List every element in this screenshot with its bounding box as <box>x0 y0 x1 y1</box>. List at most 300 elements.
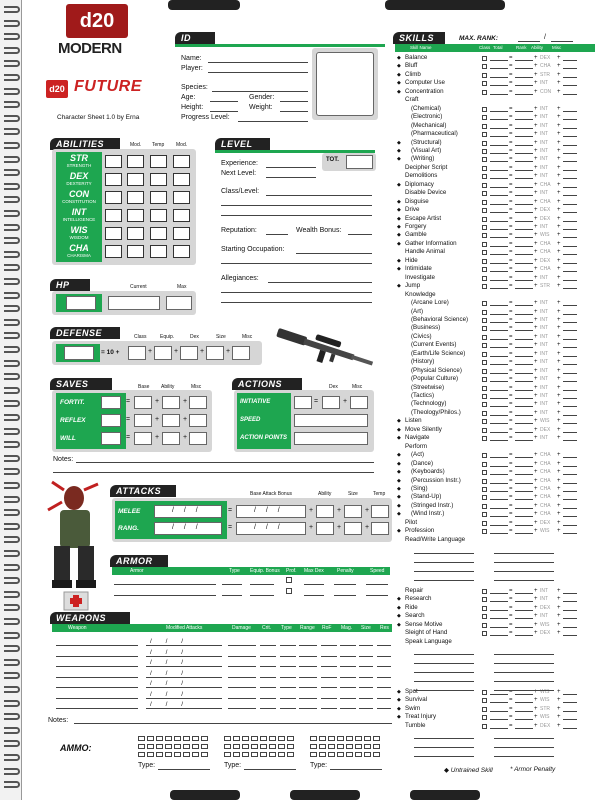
defense-class-box[interactable] <box>128 346 146 360</box>
ability-mod-int[interactable] <box>127 209 144 222</box>
weapon-damage-field[interactable] <box>228 656 256 657</box>
skill-rank-field[interactable] <box>515 119 533 120</box>
ammo-box[interactable] <box>346 752 353 757</box>
skill-class-checkbox[interactable] <box>482 529 487 534</box>
skill-class-checkbox[interactable] <box>482 589 487 594</box>
weapon-mag-field[interactable] <box>340 708 356 709</box>
skill-total-field[interactable] <box>490 170 508 171</box>
skill-total-field[interactable] <box>490 212 508 213</box>
speak-language-field[interactable] <box>414 690 474 691</box>
skill-class-checkbox[interactable] <box>482 318 487 323</box>
weapon-mag-field[interactable] <box>340 645 356 646</box>
skill-class-checkbox[interactable] <box>482 335 487 340</box>
weapon-res-field[interactable] <box>377 656 391 657</box>
skill-class-checkbox[interactable] <box>482 436 487 441</box>
skill-class-checkbox[interactable] <box>482 698 487 703</box>
weapon-type-field[interactable] <box>280 677 296 678</box>
skill-rank-field[interactable] <box>515 204 533 205</box>
skill-rank-field[interactable] <box>515 330 533 331</box>
defense-size-box[interactable] <box>206 346 224 360</box>
armor-maxdex-field[interactable] <box>304 595 324 596</box>
weapon-size-field[interactable] <box>359 645 373 646</box>
ammo-box[interactable] <box>364 752 371 757</box>
weapon-size-field[interactable] <box>359 656 373 657</box>
skill-misc-field[interactable] <box>563 398 577 399</box>
skill-class-checkbox[interactable] <box>482 225 487 230</box>
armor-type-field[interactable] <box>222 595 242 596</box>
skill-total-field[interactable] <box>490 390 508 391</box>
skill-rank-field[interactable] <box>515 516 533 517</box>
armor-prof-check[interactable] <box>286 577 292 583</box>
ammo-box[interactable] <box>269 744 276 749</box>
skill-misc-field[interactable] <box>563 280 577 281</box>
ammo-box[interactable] <box>138 744 145 749</box>
weapon-size-field[interactable] <box>359 687 373 688</box>
weapon-rof-field[interactable] <box>321 656 337 657</box>
skill-rank-field[interactable] <box>515 601 533 602</box>
extra-skill-field[interactable] <box>494 756 554 757</box>
skill-rank-field[interactable] <box>515 390 533 391</box>
save-misc-0[interactable] <box>189 396 207 409</box>
weapon-damage-field[interactable] <box>228 698 256 699</box>
skill-total-field[interactable] <box>490 111 508 112</box>
skill-rank-field[interactable] <box>515 474 533 475</box>
skill-class-checkbox[interactable] <box>482 107 487 112</box>
attack-ability-0[interactable] <box>316 505 334 518</box>
skill-rank-field[interactable] <box>515 212 533 213</box>
weapon-res-field[interactable] <box>377 687 391 688</box>
ammo-box[interactable] <box>192 736 199 741</box>
weapon-damage-field[interactable] <box>228 687 256 688</box>
ammo-box[interactable] <box>269 736 276 741</box>
portrait-box[interactable] <box>316 52 374 116</box>
save-ability-1[interactable] <box>162 414 180 427</box>
weapon-mag-field[interactable] <box>340 687 356 688</box>
extra-skill-field[interactable] <box>414 738 474 739</box>
skill-rank-field[interactable] <box>515 610 533 611</box>
ammo-box[interactable] <box>201 736 208 741</box>
extra-skill-field[interactable] <box>414 747 474 748</box>
ammo-box[interactable] <box>242 744 249 749</box>
save-ability-2[interactable] <box>162 432 180 445</box>
skill-rank-field[interactable] <box>515 271 533 272</box>
skill-total-field[interactable] <box>490 195 508 196</box>
weapon-type-field[interactable] <box>280 656 296 657</box>
experience-field[interactable] <box>266 167 316 168</box>
read-write-language-field[interactable] <box>494 580 554 581</box>
skill-rank-field[interactable] <box>515 221 533 222</box>
weapon-crit-field[interactable] <box>260 687 276 688</box>
skill-total-field[interactable] <box>490 237 508 238</box>
weapon-range-field[interactable] <box>299 656 317 657</box>
skill-misc-field[interactable] <box>563 212 577 213</box>
speak-language-field[interactable] <box>494 672 554 673</box>
save-total-1[interactable] <box>101 414 121 427</box>
skill-total-field[interactable] <box>490 322 508 323</box>
skill-total-field[interactable] <box>490 60 508 61</box>
ammo-box[interactable] <box>355 736 362 741</box>
skill-total-field[interactable] <box>490 432 508 433</box>
skill-misc-field[interactable] <box>563 119 577 120</box>
skill-rank-field[interactable] <box>515 246 533 247</box>
skill-total-field[interactable] <box>490 415 508 416</box>
skill-rank-field[interactable] <box>515 195 533 196</box>
weapon-name-field[interactable] <box>56 656 138 657</box>
defense-total-box[interactable] <box>64 346 94 360</box>
speak-language-field[interactable] <box>414 672 474 673</box>
ammo-box[interactable] <box>233 752 240 757</box>
defense-dex-box[interactable] <box>180 346 198 360</box>
skill-class-checkbox[interactable] <box>482 521 487 526</box>
skill-total-field[interactable] <box>490 508 508 509</box>
skill-total-field[interactable] <box>490 204 508 205</box>
weapon-name-field[interactable] <box>56 698 138 699</box>
speak-language-field[interactable] <box>414 654 474 655</box>
skill-class-checkbox[interactable] <box>482 242 487 247</box>
skill-rank-field[interactable] <box>515 60 533 61</box>
skill-misc-field[interactable] <box>563 221 577 222</box>
skill-total-field[interactable] <box>490 221 508 222</box>
skill-total-field[interactable] <box>490 533 508 534</box>
ammo-box[interactable] <box>201 744 208 749</box>
skill-class-checkbox[interactable] <box>482 724 487 729</box>
skill-total-field[interactable] <box>490 347 508 348</box>
skill-class-checkbox[interactable] <box>482 631 487 636</box>
ability-temp-dex[interactable] <box>150 173 167 186</box>
weapon-damage-field[interactable] <box>228 666 256 667</box>
skill-misc-field[interactable] <box>563 533 577 534</box>
skill-misc-field[interactable] <box>563 364 577 365</box>
ammo-box[interactable] <box>328 744 335 749</box>
attack-temp-0[interactable] <box>371 505 389 518</box>
action-value-2[interactable] <box>294 432 368 445</box>
ability-temp-str[interactable] <box>150 155 167 168</box>
skill-total-field[interactable] <box>490 466 508 467</box>
ability-tempmod-wis[interactable] <box>173 227 190 240</box>
skill-total-field[interactable] <box>490 398 508 399</box>
weapon-rof-field[interactable] <box>321 698 337 699</box>
skill-class-checkbox[interactable] <box>482 81 487 86</box>
ammo-box[interactable] <box>287 752 294 757</box>
skill-rank-field[interactable] <box>515 178 533 179</box>
skill-misc-field[interactable] <box>563 187 577 188</box>
skill-class-checkbox[interactable] <box>482 428 487 433</box>
skill-misc-field[interactable] <box>563 702 577 703</box>
skill-misc-field[interactable] <box>563 719 577 720</box>
skill-rank-field[interactable] <box>515 254 533 255</box>
skill-rank-field[interactable] <box>515 483 533 484</box>
ability-score-dex[interactable] <box>105 173 122 186</box>
weapon-type-field[interactable] <box>280 687 296 688</box>
armor-equip-field[interactable] <box>250 584 274 585</box>
skill-rank-field[interactable] <box>515 237 533 238</box>
skill-class-checkbox[interactable] <box>482 690 487 695</box>
weapon-size-field[interactable] <box>359 708 373 709</box>
ammo-box[interactable] <box>355 752 362 757</box>
ammo-box[interactable] <box>319 752 326 757</box>
ammo-box[interactable] <box>251 736 258 741</box>
skill-class-checkbox[interactable] <box>482 73 487 78</box>
age-field[interactable] <box>210 101 238 102</box>
skill-misc-field[interactable] <box>563 508 577 509</box>
armor-speed-field[interactable] <box>366 595 388 596</box>
speak-language-field[interactable] <box>414 663 474 664</box>
weapon-res-field[interactable] <box>377 708 391 709</box>
skill-total-field[interactable] <box>490 85 508 86</box>
initiative-misc[interactable] <box>350 396 368 409</box>
weapon-attack-field[interactable] <box>146 677 222 678</box>
speak-language-field[interactable] <box>494 681 554 682</box>
skill-class-checkbox[interactable] <box>482 183 487 188</box>
skill-rank-field[interactable] <box>515 145 533 146</box>
extra-skill-field[interactable] <box>494 738 554 739</box>
skill-total-field[interactable] <box>490 525 508 526</box>
class-level-field-2[interactable] <box>221 205 372 206</box>
ammo-box[interactable] <box>224 736 231 741</box>
skill-total-field[interactable] <box>490 288 508 289</box>
weapon-mag-field[interactable] <box>340 677 356 678</box>
read-write-language-field[interactable] <box>414 571 474 572</box>
weight-field[interactable] <box>280 111 308 112</box>
armor-speed-field[interactable] <box>366 584 388 585</box>
starting-occupation-field-2[interactable] <box>221 263 372 264</box>
skill-total-field[interactable] <box>490 423 508 424</box>
ammo-box[interactable] <box>183 752 190 757</box>
skill-total-field[interactable] <box>490 271 508 272</box>
weapon-res-field[interactable] <box>377 698 391 699</box>
weapon-attack-field[interactable] <box>146 708 222 709</box>
weapon-crit-field[interactable] <box>260 677 276 678</box>
skill-total-field[interactable] <box>490 457 508 458</box>
ability-mod-con[interactable] <box>127 191 144 204</box>
weapon-crit-field[interactable] <box>260 698 276 699</box>
hp-max-box[interactable] <box>166 296 192 310</box>
hp-total-box[interactable] <box>66 296 96 310</box>
next-level-field[interactable] <box>266 177 316 178</box>
skill-rank-field[interactable] <box>515 618 533 619</box>
weapon-mag-field[interactable] <box>340 656 356 657</box>
skill-class-checkbox[interactable] <box>482 495 487 500</box>
weapon-damage-field[interactable] <box>228 677 256 678</box>
skill-total-field[interactable] <box>490 440 508 441</box>
ammo-box[interactable] <box>192 744 199 749</box>
skill-misc-field[interactable] <box>563 483 577 484</box>
ammo-box[interactable] <box>278 736 285 741</box>
notes2-field[interactable] <box>74 723 392 724</box>
progress-level-field[interactable] <box>238 121 308 122</box>
weapon-damage-field[interactable] <box>228 645 256 646</box>
skill-misc-field[interactable] <box>563 305 577 306</box>
skill-misc-field[interactable] <box>563 170 577 171</box>
skill-total-field[interactable] <box>490 254 508 255</box>
skill-misc-field[interactable] <box>563 406 577 407</box>
weapon-type-field[interactable] <box>280 645 296 646</box>
speak-language-field[interactable] <box>494 654 554 655</box>
skill-class-checkbox[interactable] <box>482 64 487 69</box>
weapon-range-field[interactable] <box>299 645 317 646</box>
skill-total-field[interactable] <box>490 593 508 594</box>
skill-rank-field[interactable] <box>515 415 533 416</box>
skill-misc-field[interactable] <box>563 246 577 247</box>
skill-class-checkbox[interactable] <box>482 504 487 509</box>
skill-class-checkbox[interactable] <box>482 149 487 154</box>
skill-rank-field[interactable] <box>515 161 533 162</box>
action-value-1[interactable] <box>294 414 368 427</box>
initiative-total[interactable] <box>294 396 312 409</box>
armor-penalty-field[interactable] <box>334 584 356 585</box>
class-level-field-1[interactable] <box>266 195 372 196</box>
skill-total-field[interactable] <box>490 339 508 340</box>
save-misc-2[interactable] <box>189 432 207 445</box>
skill-class-checkbox[interactable] <box>482 614 487 619</box>
weapon-damage-field[interactable] <box>228 708 256 709</box>
weapon-rof-field[interactable] <box>321 687 337 688</box>
read-write-language-field[interactable] <box>414 562 474 563</box>
reputation-field[interactable] <box>266 234 288 235</box>
skill-class-checkbox[interactable] <box>482 411 487 416</box>
ability-tempmod-str[interactable] <box>173 155 190 168</box>
skill-total-field[interactable] <box>490 516 508 517</box>
skill-misc-field[interactable] <box>563 178 577 179</box>
skill-class-checkbox[interactable] <box>482 115 487 120</box>
skill-rank-field[interactable] <box>515 288 533 289</box>
skill-total-field[interactable] <box>490 373 508 374</box>
skill-rank-field[interactable] <box>515 466 533 467</box>
skill-total-field[interactable] <box>490 694 508 695</box>
hp-current-box[interactable] <box>108 296 160 310</box>
ammo-box[interactable] <box>183 744 190 749</box>
skill-class-checkbox[interactable] <box>482 470 487 475</box>
armor-penalty-field[interactable] <box>334 595 356 596</box>
skill-misc-field[interactable] <box>563 432 577 433</box>
ammo-box[interactable] <box>355 744 362 749</box>
weapon-rof-field[interactable] <box>321 666 337 667</box>
ammo-box[interactable] <box>201 752 208 757</box>
class-level-field-3[interactable] <box>221 215 372 216</box>
skill-misc-field[interactable] <box>563 356 577 357</box>
skill-misc-field[interactable] <box>563 60 577 61</box>
skill-misc-field[interactable] <box>563 423 577 424</box>
skill-rank-field[interactable] <box>515 508 533 509</box>
skill-total-field[interactable] <box>490 128 508 129</box>
skill-misc-field[interactable] <box>563 516 577 517</box>
skill-class-checkbox[interactable] <box>482 166 487 171</box>
weapon-crit-field[interactable] <box>260 708 276 709</box>
skill-total-field[interactable] <box>490 246 508 247</box>
skill-misc-field[interactable] <box>563 161 577 162</box>
skill-rank-field[interactable] <box>515 373 533 374</box>
skill-rank-field[interactable] <box>515 356 533 357</box>
weapon-size-field[interactable] <box>359 698 373 699</box>
skill-class-checkbox[interactable] <box>482 217 487 222</box>
weapon-size-field[interactable] <box>359 677 373 678</box>
ammo-box[interactable] <box>364 744 371 749</box>
skill-rank-field[interactable] <box>515 525 533 526</box>
skill-misc-field[interactable] <box>563 711 577 712</box>
skill-misc-field[interactable] <box>563 457 577 458</box>
skill-total-field[interactable] <box>490 153 508 154</box>
skill-rank-field[interactable] <box>515 533 533 534</box>
save-total-0[interactable] <box>101 396 121 409</box>
skill-total-field[interactable] <box>490 280 508 281</box>
skill-rank-field[interactable] <box>515 128 533 129</box>
skill-class-checkbox[interactable] <box>482 343 487 348</box>
ability-temp-con[interactable] <box>150 191 167 204</box>
skill-misc-field[interactable] <box>563 440 577 441</box>
player-field[interactable] <box>208 72 308 73</box>
weapon-range-field[interactable] <box>299 698 317 699</box>
skill-total-field[interactable] <box>490 719 508 720</box>
read-write-language-field[interactable] <box>494 553 554 554</box>
skill-class-checkbox[interactable] <box>482 132 487 137</box>
ammo-box[interactable] <box>364 736 371 741</box>
speak-language-field[interactable] <box>494 690 554 691</box>
skill-total-field[interactable] <box>490 610 508 611</box>
weapon-rof-field[interactable] <box>321 708 337 709</box>
skill-total-field[interactable] <box>490 702 508 703</box>
skill-class-checkbox[interactable] <box>482 453 487 458</box>
skill-total-field[interactable] <box>490 618 508 619</box>
ability-temp-cha[interactable] <box>150 245 167 258</box>
ammo-box[interactable] <box>373 736 380 741</box>
skill-misc-field[interactable] <box>563 373 577 374</box>
ammo-box[interactable] <box>192 752 199 757</box>
ammo-type-field[interactable] <box>330 769 382 770</box>
weapon-type-field[interactable] <box>280 708 296 709</box>
skill-rank-field[interactable] <box>515 635 533 636</box>
save-base-0[interactable] <box>134 396 152 409</box>
skill-rank-field[interactable] <box>515 593 533 594</box>
height-field[interactable] <box>210 111 238 112</box>
ammo-box[interactable] <box>346 736 353 741</box>
skill-total-field[interactable] <box>490 635 508 636</box>
ammo-box[interactable] <box>165 736 172 741</box>
skill-class-checkbox[interactable] <box>482 623 487 628</box>
skill-rank-field[interactable] <box>515 627 533 628</box>
extra-skill-field[interactable] <box>414 756 474 757</box>
allegiances-field-3[interactable] <box>221 302 372 303</box>
skill-misc-field[interactable] <box>563 330 577 331</box>
skill-class-checkbox[interactable] <box>482 606 487 611</box>
skill-total-field[interactable] <box>490 68 508 69</box>
skill-rank-field[interactable] <box>515 711 533 712</box>
ammo-box[interactable] <box>147 752 154 757</box>
ability-tempmod-dex[interactable] <box>173 173 190 186</box>
ammo-box[interactable] <box>278 744 285 749</box>
skill-class-checkbox[interactable] <box>482 597 487 602</box>
skill-misc-field[interactable] <box>563 128 577 129</box>
extra-skill-field[interactable] <box>494 747 554 748</box>
ammo-box[interactable] <box>138 752 145 757</box>
weapon-res-field[interactable] <box>377 666 391 667</box>
skill-misc-field[interactable] <box>563 153 577 154</box>
skill-misc-field[interactable] <box>563 136 577 137</box>
save-total-2[interactable] <box>101 432 121 445</box>
weapon-type-field[interactable] <box>280 698 296 699</box>
skill-rank-field[interactable] <box>515 187 533 188</box>
skill-rank-field[interactable] <box>515 432 533 433</box>
ammo-box[interactable] <box>156 736 163 741</box>
skill-class-checkbox[interactable] <box>482 174 487 179</box>
ammo-box[interactable] <box>242 752 249 757</box>
ammo-box[interactable] <box>183 736 190 741</box>
weapon-attack-field[interactable] <box>146 687 222 688</box>
skill-rank-field[interactable] <box>515 347 533 348</box>
skill-rank-field[interactable] <box>515 136 533 137</box>
skill-total-field[interactable] <box>490 356 508 357</box>
weapon-crit-field[interactable] <box>260 666 276 667</box>
ammo-box[interactable] <box>242 736 249 741</box>
